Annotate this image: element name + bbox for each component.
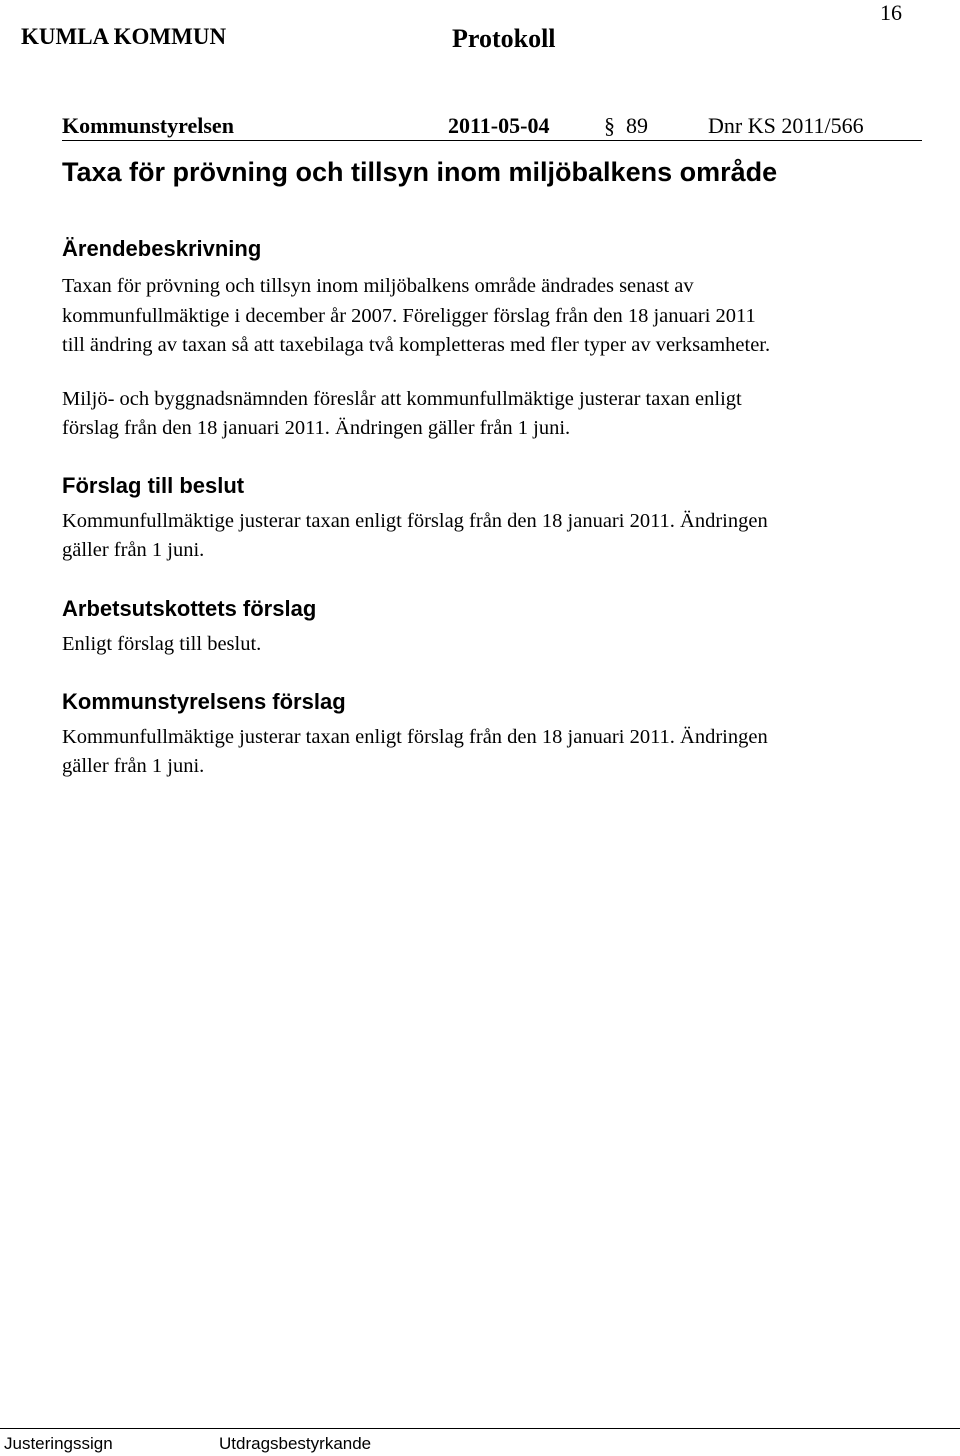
- footer-divider: [0, 1428, 960, 1429]
- meta-paragraph: [604, 113, 648, 139]
- document-type: Protokoll: [452, 24, 556, 53]
- case-description-line: förslag från den 18 januari 2011. Ändringen gäller från 1 juni.: [62, 417, 571, 439]
- meta-date: 2011-05-04: [448, 113, 550, 138]
- heading-working-committee: Arbetsutskottets förslag: [62, 596, 317, 621]
- paragraph-number: 89: [626, 113, 648, 138]
- case-description-line: kommunfullmäktige i december år 2007. Föreligger förslag från den 18 januari 2011: [62, 305, 756, 327]
- heading-proposal: Förslag till beslut: [62, 473, 245, 498]
- case-description-line: Taxan för prövning och tillsyn inom miljöbalkens område ändrades senast av: [62, 275, 694, 297]
- page-title: Taxa för prövning och tillsyn inom miljöbalkens område: [62, 157, 778, 187]
- proposal-line: Kommunfullmäktige justerar taxan enligt förslag från den 18 januari 2011. Ändringen: [62, 510, 768, 532]
- case-description-line: till ändring av taxan så att taxebilaga två kompletteras med fler typer av verksamheter.: [62, 334, 771, 356]
- section-symbol: §: [604, 113, 615, 138]
- board-proposal-line: Kommunfullmäktige justerar taxan enligt förslag från den 18 januari 2011. Ändringen: [62, 726, 768, 748]
- footer-certifier-label: Utdragsbestyrkande: [219, 1434, 372, 1453]
- case-description-line: Miljö- och byggnadsnämnden föreslår att kommunfullmäktige justerar taxan enligt: [62, 388, 742, 410]
- proposal-line: gäller från 1 juni.: [62, 539, 205, 561]
- page-number: 16: [880, 0, 902, 25]
- meta-board: Kommunstyrelsen: [62, 113, 234, 138]
- footer-signature-label: Justeringssign: [4, 1434, 113, 1453]
- organization-name: KUMLA KOMMUN: [21, 24, 227, 49]
- meta-diary-number: Dnr KS 2011/566: [708, 113, 864, 138]
- heading-board-proposal: Kommunstyrelsens förslag: [62, 689, 346, 714]
- working-committee-line: Enligt förslag till beslut.: [62, 633, 262, 655]
- meta-divider: [62, 140, 922, 141]
- heading-case-description: Ärendebeskrivning: [62, 236, 262, 261]
- board-proposal-line: gäller från 1 juni.: [62, 755, 205, 777]
